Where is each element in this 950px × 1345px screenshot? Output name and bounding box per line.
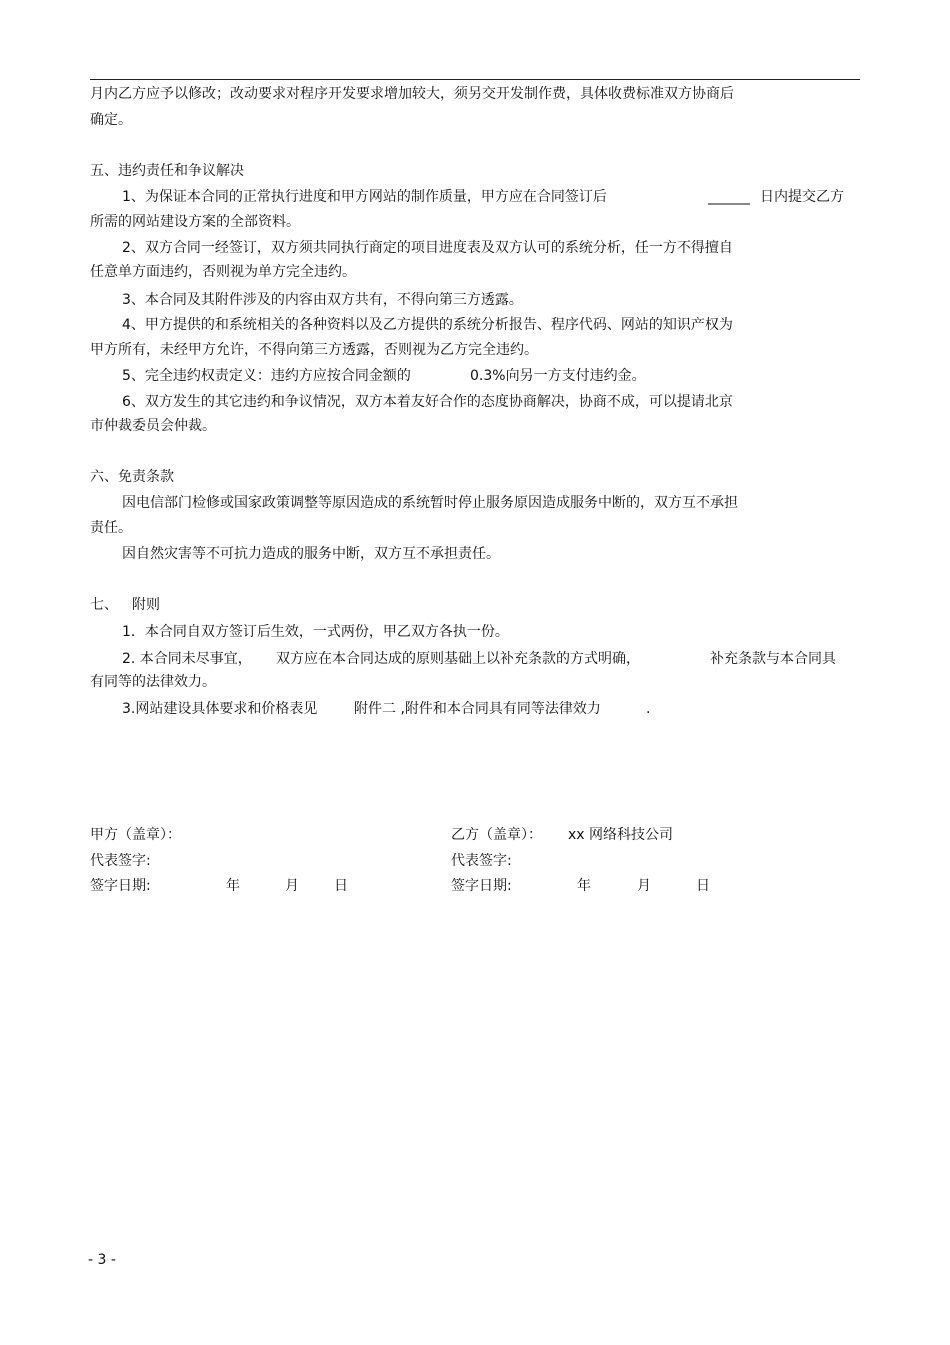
party-b-date-label: 签字日期: xyxy=(451,878,512,894)
s5-item6-line1: 6、双方发生的其它违约和争议情况，双方本着友好合作的态度协商解决，协商不成，可以提请北京 xyxy=(122,394,733,410)
s7-item3-part2: 附件二 ,附件和本合同具有同等法律效力 xyxy=(354,701,601,717)
s6-p1-line2: 责任。 xyxy=(90,520,132,536)
s6-p1-line1: 因电信部门检修或国家政策调整等原因造成的系统暂时停止服务原因造成服务中断的，双方互不承担 xyxy=(122,495,738,511)
s6-p2: 因自然灾害等不可抗力造成的服务中断，双方互不承担责任。 xyxy=(122,546,500,562)
page-number: - 3 - xyxy=(88,1252,116,1268)
s7-item3-part3: . xyxy=(646,701,651,717)
party-a-seal-label: 甲方（盖章）： xyxy=(90,827,181,843)
s5-item1-line2: 所需的网站建设方案的全部资料。 xyxy=(90,214,300,230)
party-b-day: 日 xyxy=(696,878,710,894)
s7-item1: 1．本合同自双方签订后生效，一式两份，甲乙双方各执一份。 xyxy=(122,624,509,640)
s5-item2-line1: 2、双方合同一经签订，双方须共同执行商定的项目进度表及双方认可的系统分析，任一方不得擅自 xyxy=(122,240,733,256)
intro-line-2: 确定。 xyxy=(90,112,132,128)
s7-item3-part1: 3.网站建设具体要求和价格表见 xyxy=(122,701,318,717)
s5-item1-blank: ______ xyxy=(708,189,750,205)
header-rule xyxy=(90,79,860,80)
section7-heading-text: 附则 xyxy=(132,597,160,613)
s5-item4-line1: 4、甲方提供的和系统相关的各种资料以及乙方提供的系统分析报告、程序代码、网站的知识产权为 xyxy=(122,317,733,333)
s5-item4-line2: 甲方所有，未经甲方允许，不得向第三方透露，否则视为乙方完全违约。 xyxy=(90,342,538,358)
s5-item2-line2: 任意单方面违约，否则视为单方完全违约。 xyxy=(90,264,356,280)
section7-heading-num: 七、 xyxy=(90,597,118,613)
s7-item2-part3: 补充条款与本合同具 xyxy=(710,651,836,667)
party-a-rep-label: 代表签字: xyxy=(90,853,151,869)
s7-item2-part2: 双方应在本合同达成的原则基础上以补充条款的方式明确， xyxy=(276,651,640,667)
party-b-month: 月 xyxy=(637,878,651,894)
s5-item6-line2: 市仲裁委员会仲裁。 xyxy=(90,418,216,434)
s5-item3: 3、本合同及其附件涉及的内容由双方共有，不得向第三方透露。 xyxy=(122,292,523,308)
intro-line-1: 月内乙方应予以修改；改动要求对程序开发要求增加较大，须另交开发制作费，具体收费标准双方协商后 xyxy=(90,86,734,102)
party-a-day: 日 xyxy=(334,878,348,894)
party-a-month: 月 xyxy=(285,878,299,894)
party-a-year: 年 xyxy=(226,878,240,894)
party-b-seal-label: 乙方（盖章）： xyxy=(451,827,542,843)
party-b-rep-label: 代表签字: xyxy=(451,853,512,869)
s5-item1-tail: 日内提交乙方 xyxy=(760,189,844,205)
section6-heading: 六、免责条款 xyxy=(90,469,174,485)
s5-item5-rate: 0.3%向另一方支付违约金。 xyxy=(470,368,646,384)
s7-item2-line2: 有同等的法律效力。 xyxy=(90,674,216,690)
party-a-date-label: 签字日期: xyxy=(90,878,151,894)
s5-item1-line1: 1、为保证本合同的正常执行进度和甲方网站的制作质量，甲方应在合同签订后 xyxy=(122,189,607,205)
s7-item2-part1: 2. 本合同未尽事宜， xyxy=(122,651,252,667)
party-b-year: 年 xyxy=(577,878,591,894)
party-b-name: xx 网络科技公司 xyxy=(568,827,674,843)
s5-item5-text: 5、完全违约权责定义：违约方应按合同金额的 xyxy=(122,368,411,384)
section5-heading: 五、违约责任和争议解决 xyxy=(90,163,244,179)
